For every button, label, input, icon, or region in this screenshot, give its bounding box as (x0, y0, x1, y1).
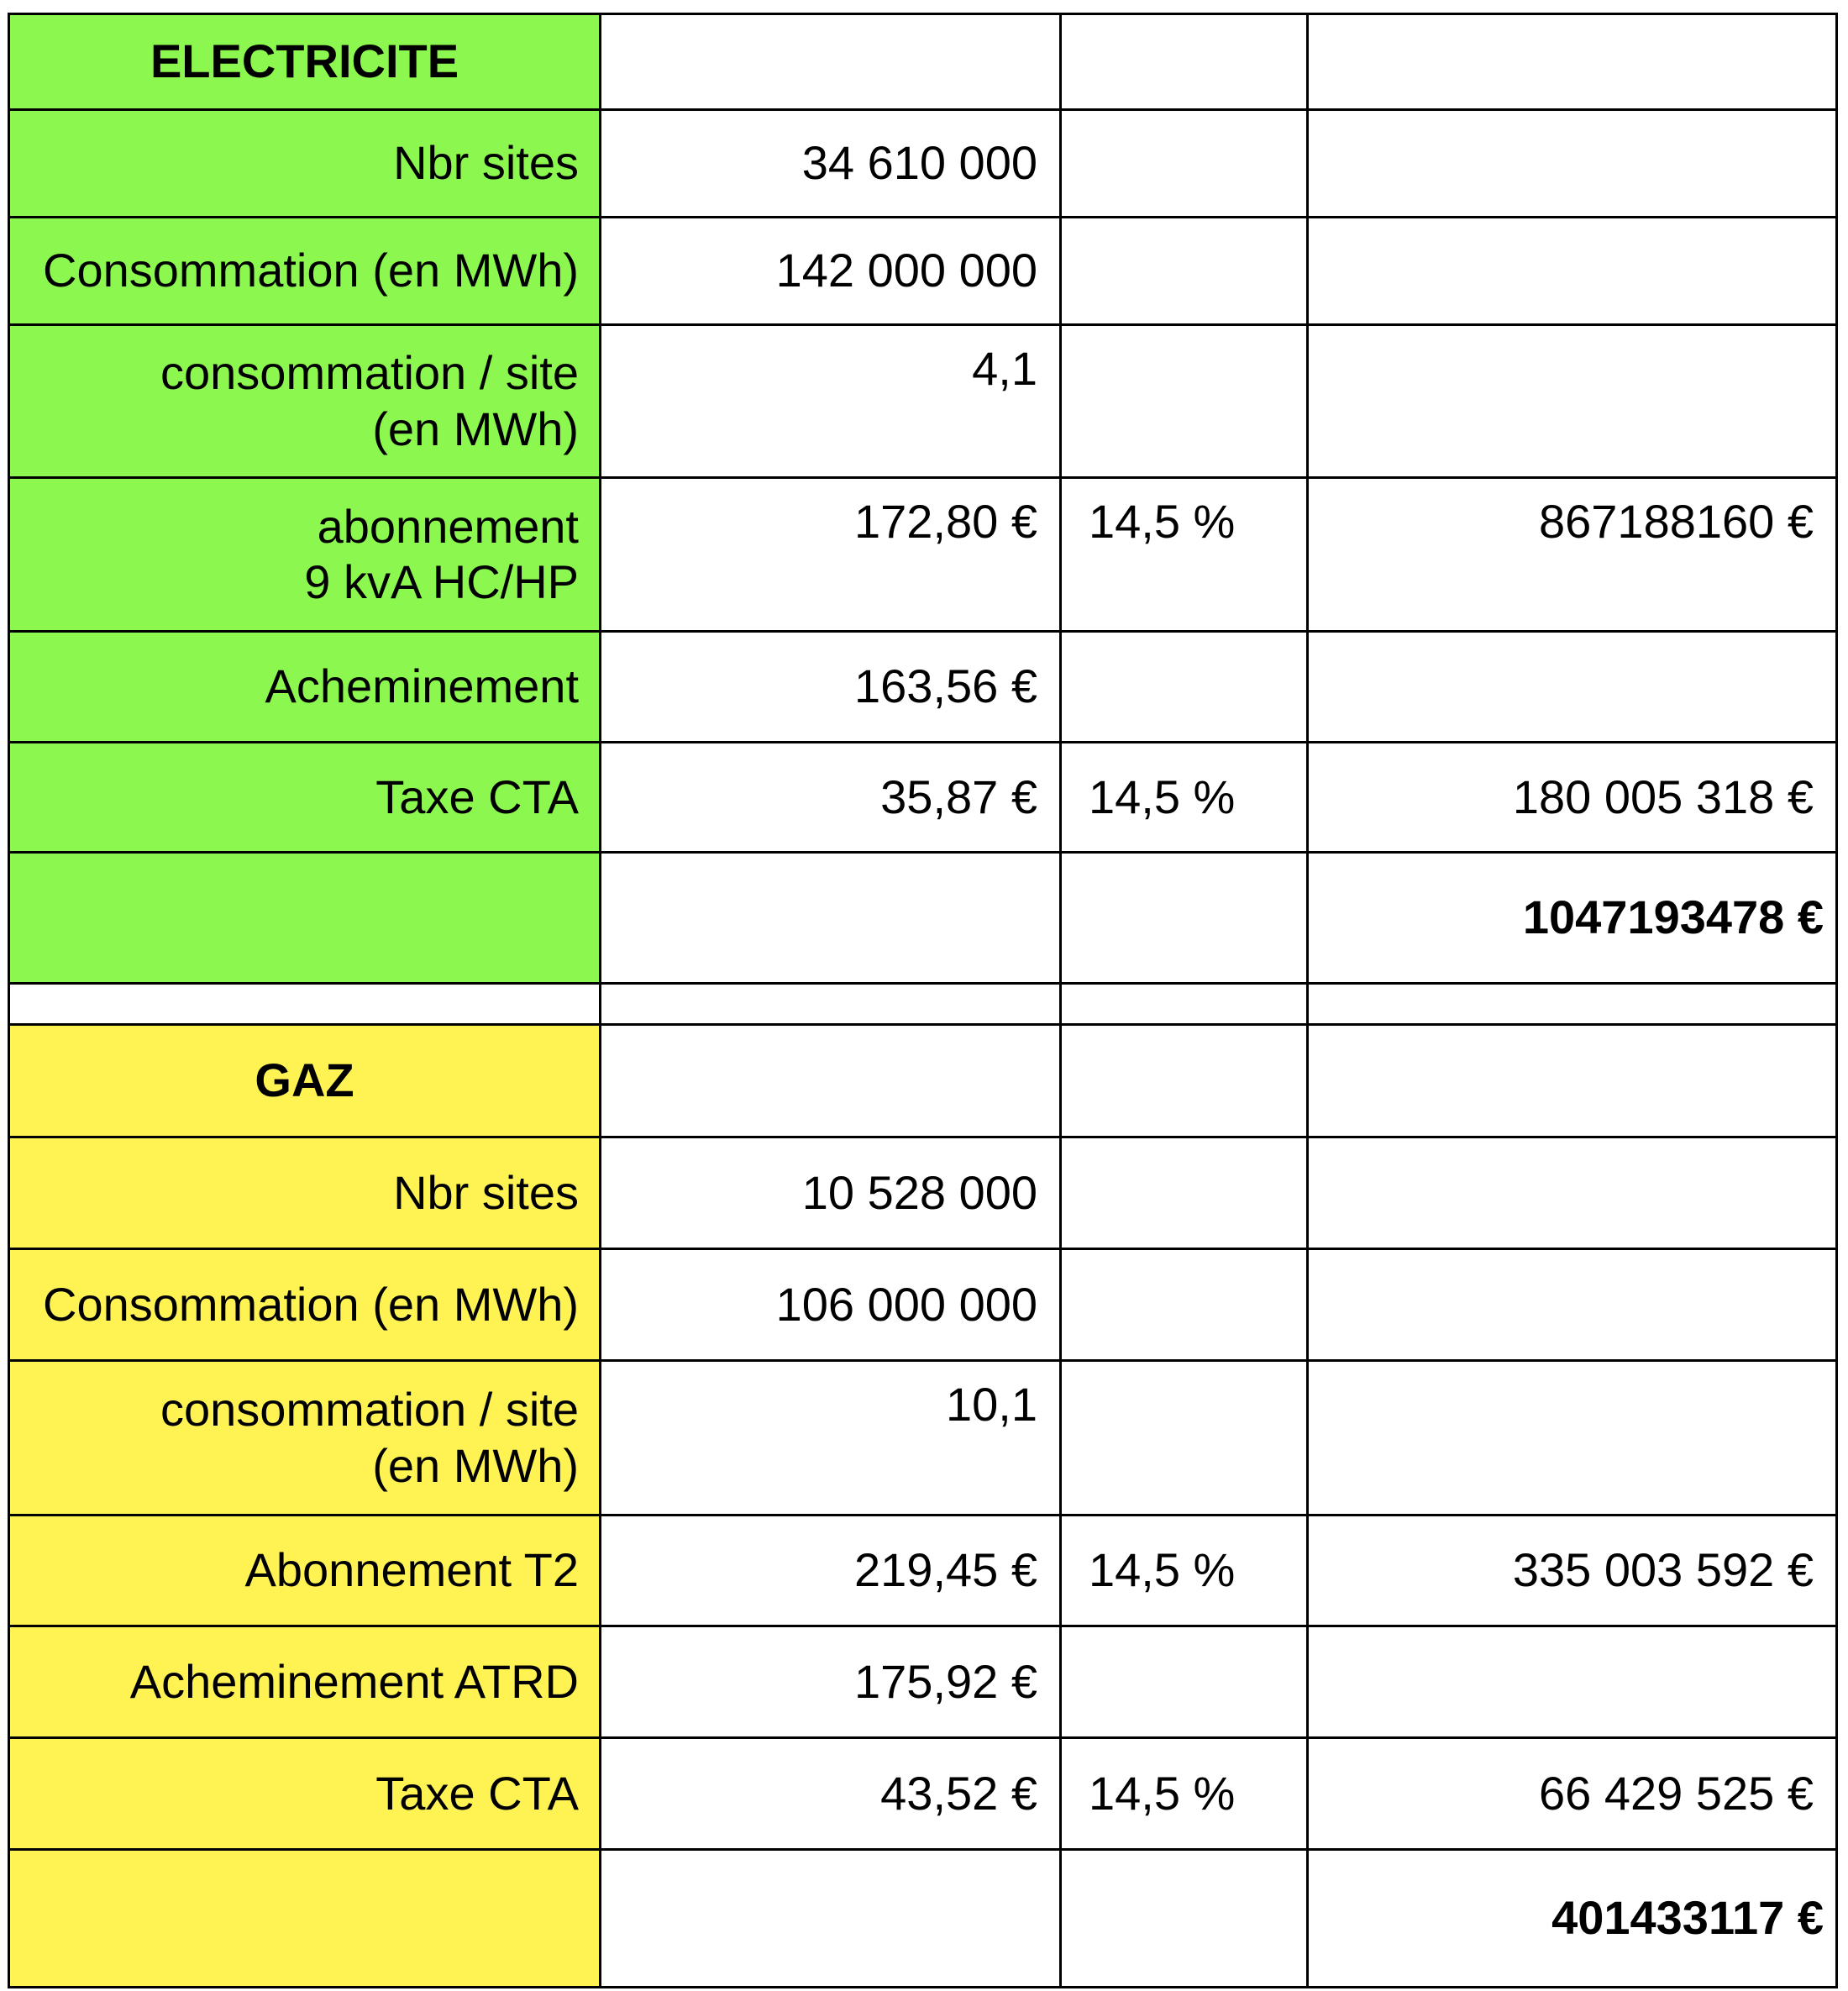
electricite-consommation-row (9, 218, 1837, 325)
gaz-conso-site-label[interactable] (9, 1361, 601, 1516)
electricite-header-cell[interactable]: ELECTRICITE (9, 14, 601, 110)
electricite-taxe-cta-label[interactable]: Taxe CTA (9, 743, 601, 853)
gaz-nbr-sites-value[interactable]: 10 528 000 (601, 1137, 1061, 1249)
empty-cell[interactable] (601, 1025, 1061, 1137)
empty-cell[interactable] (1308, 1249, 1837, 1361)
electricite-consommation-value[interactable]: 142 000 000 (601, 218, 1061, 325)
spacer-row (9, 984, 1837, 1025)
empty-cell[interactable] (1061, 1137, 1308, 1249)
gaz-taxe-cta-value[interactable]: 43,52 € (601, 1738, 1061, 1850)
gaz-abonnement-pct[interactable]: 14,5 % (1061, 1516, 1308, 1626)
electricite-abonnement-amount[interactable]: 867188160 € (1308, 478, 1837, 632)
electricite-taxe-cta-row (9, 743, 1837, 853)
gaz-consommation-label[interactable]: Consommation (en MWh) (9, 1249, 601, 1361)
electricite-taxe-cta-value[interactable]: 35,87 € (601, 743, 1061, 853)
empty-cell[interactable] (9, 984, 601, 1025)
electricite-consommation-label[interactable]: Consommation (en MWh) (9, 218, 601, 325)
gaz-taxe-cta-amount[interactable]: 66 429 525 € (1308, 1738, 1837, 1850)
electricite-nbr-sites-value[interactable]: 34 610 000 (601, 110, 1061, 218)
empty-cell[interactable] (1061, 218, 1308, 325)
electricite-abonnement-row (9, 478, 1837, 632)
empty-cell[interactable] (1308, 1361, 1837, 1516)
label-line: (en MWh) (372, 1438, 579, 1492)
label-line: (en MWh) (372, 402, 579, 455)
gaz-nbr-sites-row (9, 1137, 1837, 1249)
gaz-header-cell[interactable]: GAZ (9, 1025, 601, 1137)
gaz-nbr-sites-label[interactable]: Nbr sites (9, 1137, 601, 1249)
empty-cell[interactable] (1061, 110, 1308, 218)
empty-cell[interactable] (1061, 1361, 1308, 1516)
electricite-taxe-cta-pct[interactable]: 14,5 % (1061, 743, 1308, 853)
empty-cell[interactable] (601, 1850, 1061, 1988)
electricite-header-row (9, 14, 1837, 110)
empty-cell[interactable] (1061, 325, 1308, 478)
empty-cell[interactable] (1061, 1626, 1308, 1738)
gaz-conso-site-value[interactable]: 10,1 (601, 1361, 1061, 1516)
empty-cell[interactable] (1061, 632, 1308, 743)
empty-cell[interactable] (1308, 632, 1837, 743)
empty-cell[interactable] (601, 984, 1061, 1025)
empty-cell[interactable] (1061, 1025, 1308, 1137)
electricite-acheminement-label[interactable]: Acheminement (9, 632, 601, 743)
gaz-conso-site-row (9, 1361, 1837, 1516)
gaz-acheminement-label[interactable]: Acheminement ATRD (9, 1626, 601, 1738)
electricite-taxe-cta-amount[interactable]: 180 005 318 € (1308, 743, 1837, 853)
gaz-taxe-cta-label[interactable]: Taxe CTA (9, 1738, 601, 1850)
spreadsheet-table (8, 13, 1838, 1988)
gaz-total-row (9, 1850, 1837, 1988)
electricite-nbr-sites-label[interactable]: Nbr sites (9, 110, 601, 218)
gaz-header-row (9, 1025, 1837, 1137)
gaz-taxe-cta-row (9, 1738, 1837, 1850)
label-line: abonnement (317, 499, 579, 553)
gaz-total[interactable]: 401433117 € (1308, 1850, 1837, 1988)
empty-cell[interactable] (1061, 1850, 1308, 1988)
empty-cell[interactable] (1308, 1137, 1837, 1249)
gaz-acheminement-row (9, 1626, 1837, 1738)
empty-cell[interactable] (9, 1850, 601, 1988)
empty-cell[interactable] (601, 853, 1061, 984)
electricite-acheminement-row (9, 632, 1837, 743)
empty-cell[interactable] (1061, 14, 1308, 110)
electricite-conso-site-row (9, 325, 1837, 478)
electricite-nbr-sites-row (9, 110, 1837, 218)
empty-cell[interactable] (1308, 1626, 1837, 1738)
gaz-abonnement-row (9, 1516, 1837, 1626)
electricite-abonnement-label[interactable] (9, 478, 601, 632)
empty-cell[interactable] (601, 14, 1061, 110)
empty-cell[interactable] (1061, 984, 1308, 1025)
gaz-consommation-value[interactable]: 106 000 000 (601, 1249, 1061, 1361)
electricite-abonnement-pct[interactable]: 14,5 % (1061, 478, 1308, 632)
electricite-abonnement-value[interactable]: 172,80 € (601, 478, 1061, 632)
empty-cell[interactable] (9, 853, 601, 984)
empty-cell[interactable] (1308, 110, 1837, 218)
gaz-consommation-row (9, 1249, 1837, 1361)
empty-cell[interactable] (1061, 853, 1308, 984)
electricite-total[interactable]: 1047193478 € (1308, 853, 1837, 984)
label-line: consommation / site (160, 1383, 579, 1437)
gaz-abonnement-label[interactable]: Abonnement T2 (9, 1516, 601, 1626)
label-line: 9 kvA HC/HP (304, 555, 579, 608)
empty-cell[interactable] (1308, 984, 1837, 1025)
empty-cell[interactable] (1308, 14, 1837, 110)
empty-cell[interactable] (1061, 1249, 1308, 1361)
gaz-taxe-cta-pct[interactable]: 14,5 % (1061, 1738, 1308, 1850)
electricite-acheminement-value[interactable]: 163,56 € (601, 632, 1061, 743)
electricite-conso-site-value[interactable]: 4,1 (601, 325, 1061, 478)
gaz-abonnement-amount[interactable]: 335 003 592 € (1308, 1516, 1837, 1626)
electricite-total-row (9, 853, 1837, 984)
gaz-abonnement-value[interactable]: 219,45 € (601, 1516, 1061, 1626)
empty-cell[interactable] (1308, 1025, 1837, 1137)
empty-cell[interactable] (1308, 218, 1837, 325)
gaz-acheminement-value[interactable]: 175,92 € (601, 1626, 1061, 1738)
label-line: consommation / site (160, 346, 579, 400)
electricite-conso-site-label[interactable] (9, 325, 601, 478)
empty-cell[interactable] (1308, 325, 1837, 478)
